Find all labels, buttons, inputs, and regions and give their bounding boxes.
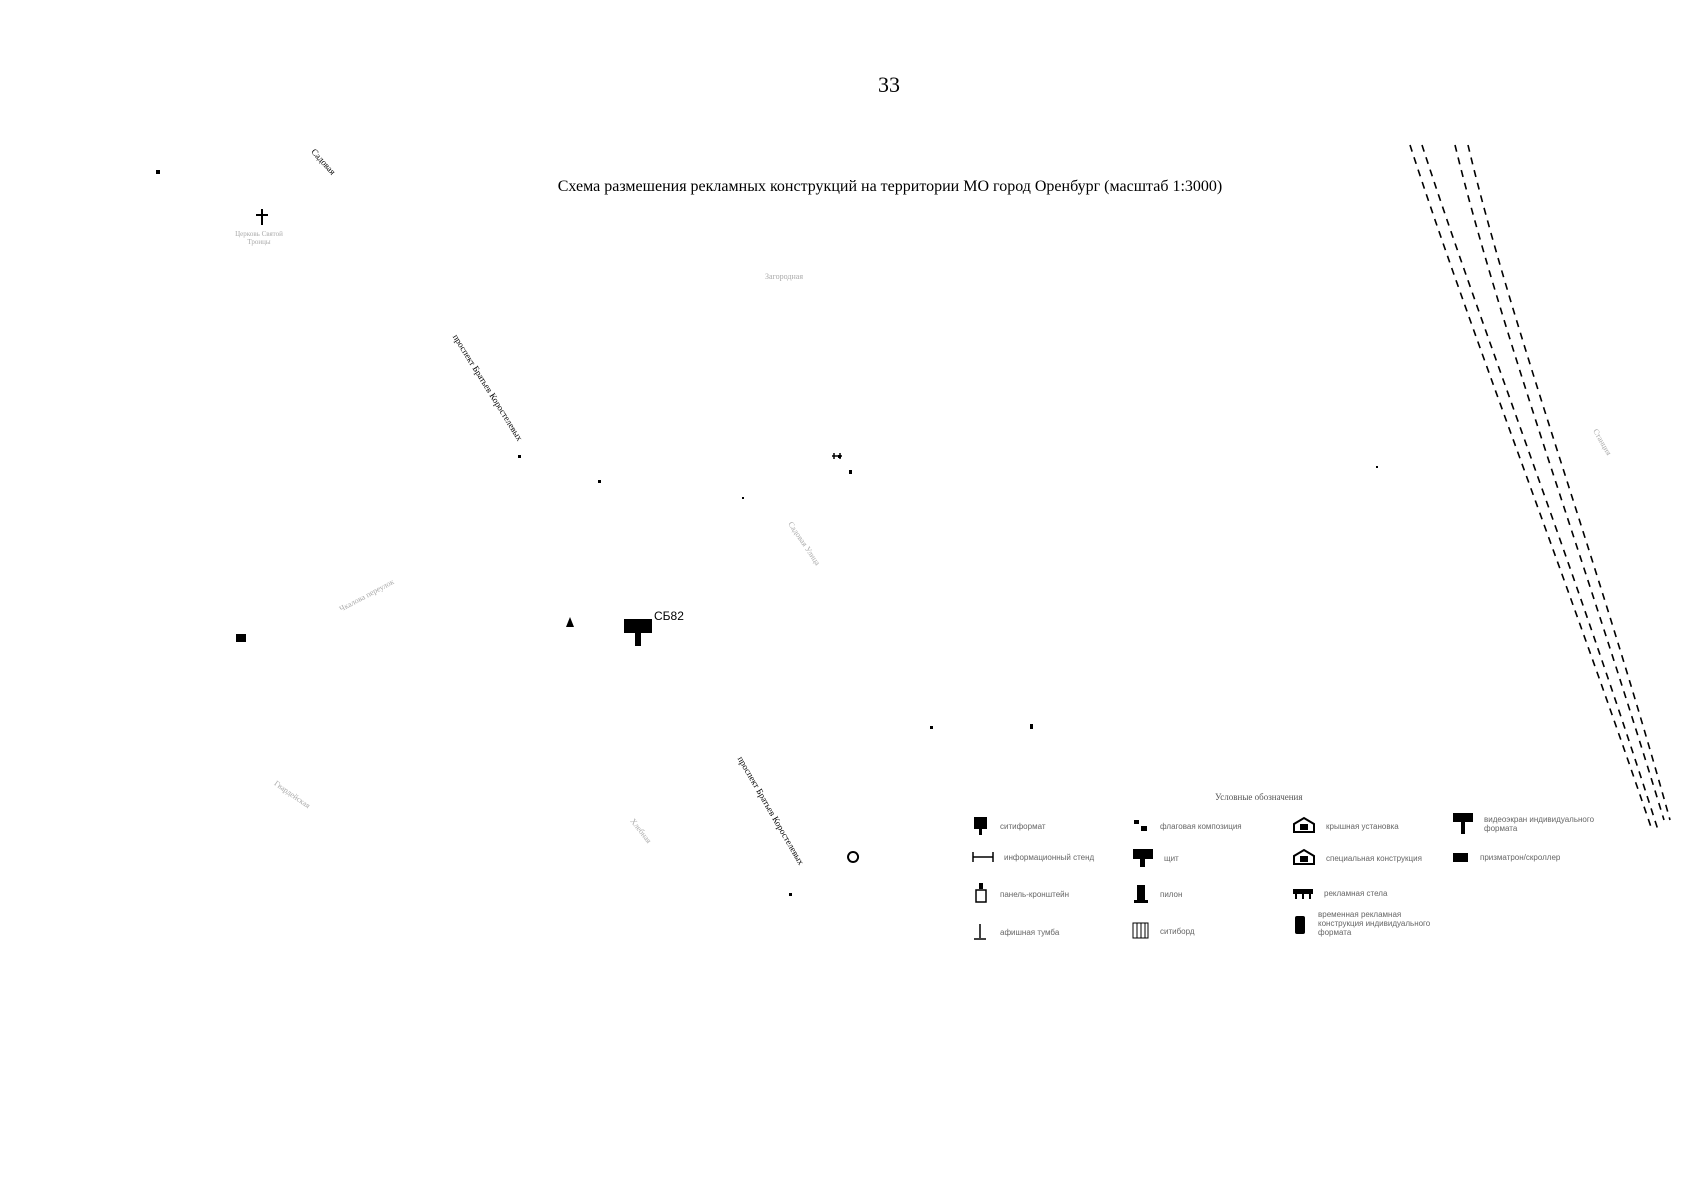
legend-item-label: рекламная стела	[1324, 888, 1388, 898]
bracket-panel-icon	[972, 882, 990, 906]
legend-item-label: панель-кронштейн	[1000, 889, 1070, 899]
roof-sign-icon	[1292, 816, 1316, 836]
legend-item	[972, 882, 1069, 906]
map-point	[156, 170, 160, 174]
street-label-center-right: Садовая Улица	[786, 519, 823, 568]
legend-item-label: временная рекламная конструкция индивидуального формата	[1318, 910, 1431, 937]
map-title: Схема размешения рекламных конструкций на территории МО город Оренбург (масштаб 1:3000)	[557, 178, 1223, 195]
legend-item	[1292, 910, 1438, 937]
map-point	[1376, 466, 1378, 468]
railway-line	[1422, 145, 1658, 830]
legend-item	[1132, 848, 1179, 868]
led-screen-icon	[1452, 812, 1474, 836]
monument-icon	[566, 617, 574, 627]
info-stand-icon	[972, 850, 994, 864]
street-label-right-edge: Станция	[1591, 427, 1614, 457]
map-point	[518, 455, 521, 458]
citiboard-icon	[1132, 922, 1150, 940]
street-label-lower-mid: Хлебная	[628, 816, 654, 846]
billboard-icon	[972, 816, 990, 836]
legend-item	[1452, 812, 1614, 836]
page-number: 33	[878, 72, 900, 97]
mail-icon	[236, 634, 246, 642]
legend-item	[972, 922, 1059, 942]
non-standard-icon	[1292, 912, 1308, 936]
legend-item-label: пилон	[1160, 889, 1183, 899]
legend-item	[1292, 848, 1422, 868]
railway-lines	[1410, 145, 1670, 830]
legend-item	[1292, 816, 1399, 836]
legend-item-label: ситиборд	[1160, 926, 1195, 936]
legend-item	[972, 816, 1046, 836]
legend	[960, 792, 1640, 962]
map-point	[849, 470, 852, 474]
poster-column-icon	[972, 922, 990, 942]
railway-line	[1455, 145, 1664, 820]
legend-item-label: специальная конструкция	[1326, 853, 1422, 863]
legend-item-label: видеоэкран индивидуального формата	[1484, 815, 1595, 833]
roof-structure-icon	[1292, 848, 1316, 868]
legend-title: Условные обозначения	[1215, 792, 1303, 802]
map-point	[598, 480, 601, 483]
legend-item	[1452, 850, 1560, 864]
legend-item	[1132, 816, 1242, 836]
legend-item	[972, 850, 1094, 864]
fence-icon	[1292, 886, 1314, 900]
legend-item-label: крышная установка	[1326, 821, 1399, 831]
street-label-main-lower: проспект Братьев Коростелевых	[735, 754, 807, 867]
street-label-top-left: Садовая	[309, 146, 338, 177]
street-label-lower-left: Гвардейская	[272, 778, 312, 811]
pylon-icon	[1132, 884, 1150, 904]
street-label-main-upper: проспект Братьев Коростелевых	[450, 332, 525, 443]
cross-icon	[256, 209, 268, 225]
connector-icon	[832, 453, 842, 459]
map-point	[930, 726, 933, 729]
prism-icon	[1452, 850, 1470, 864]
legend-item-label: информационный стенд	[1004, 852, 1095, 862]
legend-item-label: флаговая композиция	[1160, 821, 1242, 831]
railway-line	[1410, 145, 1652, 830]
street-label-mid-left: Чкалова переулок	[337, 577, 396, 614]
billboard-marker[interactable]	[624, 619, 652, 646]
legend-item	[1292, 886, 1387, 900]
bag-icon	[848, 852, 858, 862]
railway-line	[1468, 145, 1670, 820]
billboard-marker-label: СБ82	[654, 609, 684, 623]
legend-item-label: афишная тумба	[1000, 927, 1060, 937]
map-point	[742, 497, 744, 499]
flag-icon	[1132, 816, 1150, 836]
legend-item	[1132, 884, 1182, 904]
legend-item-label: ситиформат	[1000, 821, 1046, 831]
map-symbols	[236, 209, 858, 862]
shield-icon	[1132, 848, 1154, 868]
place-label-top-center: Загородная	[765, 272, 803, 281]
place-label-church: Церковь Святой Троицы	[235, 230, 283, 246]
legend-item	[1132, 922, 1195, 940]
legend-item-label: призматрон/скроллер	[1480, 852, 1561, 862]
map-point	[1030, 724, 1033, 729]
legend-item-label: щит	[1164, 853, 1179, 863]
map-point	[789, 893, 792, 896]
